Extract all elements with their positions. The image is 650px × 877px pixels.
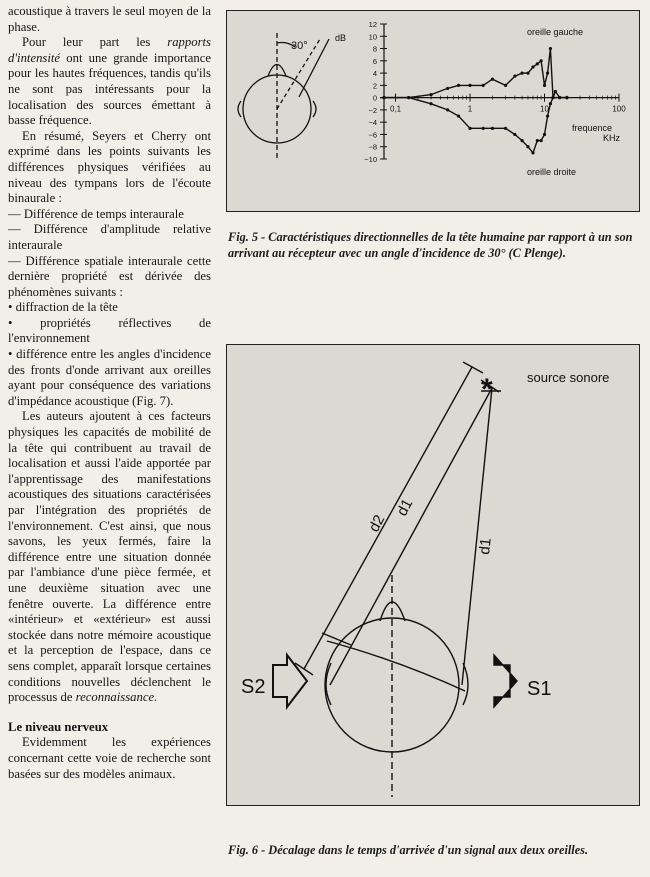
dash-item-amplitude: — Différence d'amplitude relative interaurale (8, 222, 211, 252)
section-heading: Le niveau nerveux (8, 719, 109, 734)
right-ear-shape (313, 101, 316, 117)
s1-arrow (494, 655, 517, 707)
bullet-angles: • différence entre les angles d'incidence des fronts d'onde arrivant aux oreilles ayant pour conséquence des variations d'impédance acoustique (Fig. 7). (8, 347, 211, 408)
data-point (513, 133, 516, 136)
data-point (558, 96, 561, 99)
data-point (543, 133, 546, 136)
paragraph-authors (8, 409, 211, 705)
x-axis-label: frequence (572, 123, 613, 133)
dash-item-time: — Différence de temps interaurale (8, 206, 184, 221)
data-point (429, 102, 432, 105)
data-point (482, 84, 485, 87)
series-line-left-ear (384, 49, 567, 98)
data-point (536, 62, 539, 65)
data-point (554, 90, 557, 93)
data-point (446, 108, 449, 111)
x-axis-unit: KHz (603, 133, 621, 143)
label-d2: d2 (365, 512, 389, 535)
data-point (549, 102, 552, 105)
paragraph-summary: En résumé, Seyers et Cherry ont exprimé dans les points suivants les différences physiques vérifiées au niveau des tympans lors de l'écoute binaurale : (8, 128, 211, 206)
bullet-reflective: • propriétés réflectives de l'environnement (8, 315, 211, 346)
figure-6-diagram (227, 345, 639, 805)
data-point (551, 96, 554, 99)
x-tick-label: 0,1 (389, 104, 402, 114)
data-point (531, 65, 534, 68)
source-label: source sonore (527, 370, 610, 385)
data-point (513, 75, 516, 78)
data-point (468, 127, 471, 130)
data-point (407, 96, 410, 99)
ray-d1-slant (330, 388, 492, 685)
data-point (482, 127, 485, 130)
data-point (468, 84, 471, 87)
x-tick-label: 1 (467, 104, 473, 114)
data-point (526, 145, 529, 148)
y-tick-label: 10 (368, 32, 377, 42)
data-point (526, 71, 529, 74)
data-point (382, 96, 385, 99)
paragraph-phase: acoustique à travers le seul moyen de la phase. (8, 4, 211, 34)
y-tick-label: 8 (372, 44, 377, 54)
data-point (491, 127, 494, 130)
data-point (531, 151, 534, 154)
data-point (565, 96, 568, 99)
y-tick-label: 4 (372, 69, 377, 79)
left-column-text (8, 4, 211, 782)
y-tick-label: −8 (368, 142, 377, 152)
chart-axes (364, 20, 626, 164)
label-s1: S1 (527, 678, 552, 700)
data-point (520, 71, 523, 74)
s2-arrow (273, 655, 307, 707)
data-point (504, 84, 507, 87)
figure-5-caption: Fig. 5 - Caractéristiques directionnelles de la tête humaine par rapport à un son arrivant au récepteur avec un angle d'incidence de 30° (C Plenge). (228, 230, 633, 260)
legend-left-ear: oreille gauche (527, 27, 584, 37)
tick-d2-top (463, 362, 483, 373)
data-point (457, 114, 460, 117)
data-point (520, 139, 523, 142)
data-point (491, 78, 494, 81)
text-span: ont une grande importance pour les hautes fréquences, tandis qu'ils ne sont pas intéressants pour la localisation des sources émettant à basse fréquence. (8, 50, 211, 128)
data-point (504, 127, 507, 130)
wavefront-arc (327, 641, 465, 691)
label-d1-right: d1 (476, 537, 495, 556)
chart-series (382, 47, 568, 155)
data-point (549, 47, 552, 50)
paragraph-intensity (8, 35, 211, 129)
italic-term: rapports d'intensité (8, 35, 211, 65)
label-d1-slant: d1 (393, 496, 417, 519)
data-point (546, 71, 549, 74)
left-ear-shape (238, 101, 241, 117)
y-tick-label: 6 (372, 56, 377, 66)
figure-5 (226, 10, 640, 212)
dash-item-spatial: — Différence spatiale interaurale cette dernière propriété est dérivée des phénomènes suivants : (8, 253, 211, 299)
angle-label: 30° (291, 40, 308, 52)
x-tick-label: 100 (612, 104, 626, 114)
figure-6-caption: Fig. 6 - Décalage dans le temps d'arrivée d'un signal aux deux oreilles. (228, 843, 589, 857)
y-tick-label: 2 (372, 81, 377, 91)
y-tick-label: −4 (368, 118, 377, 128)
head-diagram (238, 33, 329, 161)
figure-6 (226, 344, 640, 806)
legend-right-ear: oreille droite (527, 167, 577, 177)
y-tick-label: −10 (364, 155, 377, 164)
data-point (429, 93, 432, 96)
bullet-diffraction: • diffraction de la tête (8, 300, 118, 315)
label-s2: S2 (241, 676, 266, 698)
y-tick-label: 12 (368, 20, 377, 29)
italic-term: reconnaissance. (75, 690, 158, 705)
text-span: Les auteurs ajoutent à ces facteurs physiques les capacités de mobilité de la tête qui contribuent au travail de localisation et aussi l'aide apportée par l'apprentissage des manifestations acoustiques des situations caractérisées par l'intégration des propriétés de l'environnement. C'est ainsi, que nous savons, les yeux fermés, faire la différence entre une situation donnée par l'ambiance d'une pièce fermée, et une deuxième situation avec une fenêtre ouverte. La différence entre «intérieur» et «extérieur» est aussi stockée dans notre mémoire acoustique et la perception de l'espace, dans ce sens complet, apparaît lorsque certaines conditions nouvelles déclenchent le processus de (8, 409, 211, 705)
text-span: Pour leur part les (22, 35, 168, 50)
data-point (446, 87, 449, 90)
data-point (546, 114, 549, 117)
data-point (540, 139, 543, 142)
figure-5-chart (227, 11, 639, 211)
ray-d1-right (462, 388, 492, 685)
db-unit-label: dB (335, 33, 347, 43)
data-point (543, 84, 546, 87)
y-tick-label: −2 (368, 105, 377, 115)
data-point (540, 59, 543, 62)
paragraph-animal-models: Evidemment les expériences concernant cette voie de recherche sont basées sur des modèles animaux. (8, 735, 211, 781)
ray-d2 (304, 367, 472, 669)
data-point (457, 84, 460, 87)
y-tick-label: 0 (372, 93, 377, 103)
x-tick-label: 10 (540, 104, 549, 114)
data-point (536, 139, 539, 142)
y-tick-label: −6 (368, 130, 377, 140)
source-asterisk-icon: * (481, 373, 493, 406)
